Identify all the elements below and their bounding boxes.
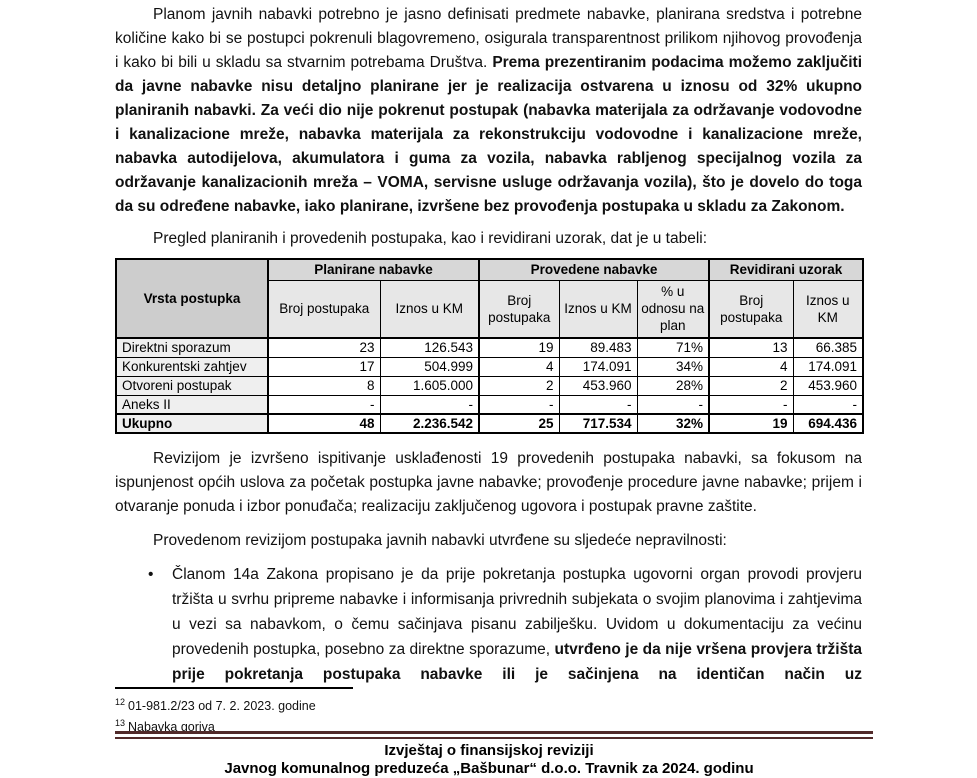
sub-header-iznos-km-1: Iznos u KM [380,280,479,338]
cell-value: - [268,395,380,414]
footer-double-rule [115,731,873,739]
table-row-direktni-sporazum [116,338,863,357]
bullet-item-clanom-14a [115,562,862,687]
group-header-revidirani: Revidirani uzorak [709,259,863,280]
group-header-provedene: Provedene nabavke [479,259,709,280]
cell-value: 71% [637,338,709,357]
table-row-ukupno [116,414,863,433]
cell-value: 34% [637,357,709,376]
row-label: Aneks II [116,395,268,414]
cell-value: 17 [268,357,380,376]
sub-header-pct-odnosu-plan: % u odnosu na plan [637,280,709,338]
sub-header-broj-postupaka-1: Broj postupaka [268,280,380,338]
procurement-table-wrapper [115,258,862,434]
cell-value: 717.534 [559,414,637,433]
table-row-aneks-ii [116,395,863,414]
cell-value: 174.091 [793,357,863,376]
cell-value: - [559,395,637,414]
cell-value: 48 [268,414,380,433]
cell-value: 8 [268,376,380,395]
bullet-normal-text: Članom 14a Zakona propisano je da prije pokretanja postupka ugovorni organ provodi provjeru tržišta u svrhu pripreme nabavke i informisanja privrednih subjekata o svojim planovima i zahtjevima u vezi sa nabavkom, o čemu sačinjava pisanu zabilješku. Uvidom u dokumentaciju za većinu provedenih postupka, posebno za direktne sporazume, [172,566,862,658]
procurement-table [115,258,864,434]
footer-report-title: Izvještaj o finansijskoj reviziji [384,742,594,759]
paragraph-plan-bold-text: Prema prezentiranim podacima možemo zaključiti da javne nabavke nisu detaljno planirane jer je realizacija ostvarena u iznosu od 32% ukupno planiranih nabavki. Za veći dio nije pokrenut postupak (nabavka materijala za održavanje vodovodne i kanalizacione mreže, nabavka materijala za rekonstrukciju vodovodne i kanalizacione mreže, nabavka autodijelova, akumulatora i guma za vozila, nabavka rabljenog specijalnog vozila za održavanje kanalizacionih mreža – VOMA, servisne usluge održavanja vozila), što je dovelo do toga da su određene nabavke, iako planirane, izvršene bez provođenja postupaka u skladu za Zakonom. [115,54,863,215]
bullet-marker: • [148,566,154,583]
paragraph-revizijom: Revizijom je izvršeno ispitivanje usklađenosti 19 provedenih postupaka nabavki, sa fokusom na ispunjenost općih uslova za početak postupka javne nabavke; provođenje procedure javne nabavke; prijem i otvaranje ponuda i izbor ponuđača; realizaciju zaključenog ugovora i postupak pravne zaštite. [115,450,862,515]
cell-value: 694.436 [793,414,863,433]
paragraph-nepravilnosti-intro: Provedenom revizijom postupaka javnih nabavki utvrđene su sljedeće nepravilnosti: [153,532,727,549]
cell-value: 4 [479,357,559,376]
paragraph-plan-javnih-nabavki [115,3,862,219]
group-header-planirane: Planirane nabavke [268,259,479,280]
cell-value: 174.091 [559,357,637,376]
footnote-12 [115,694,316,715]
bullet-text [172,562,862,687]
cell-value: 126.543 [380,338,479,357]
cell-value: 453.960 [559,376,637,395]
cell-value: 25 [479,414,559,433]
sub-header-iznos-km-2: Iznos u KM [559,280,637,338]
footnotes-block [115,694,316,736]
table-group-header-row [116,259,863,280]
cell-value: 2.236.542 [380,414,479,433]
cell-value: 19 [709,414,793,433]
footnote-marker: 12 [115,697,126,707]
sub-header-broj-postupaka-2: Broj postupaka [479,280,559,338]
page-footer [110,742,868,778]
footnote-text: 01-981.2/23 od 7. 2. 2023. godine [128,699,316,714]
footnote-marker: 13 [115,718,126,729]
paragraph-plan-normal-text: Planom javnih nabavki potrebno je jasno definisati predmete nabavke, planirana sredstva i potrebne količine kako bi se postupci pokrenuli blagovremeno, osigurala transparentnost prilikom njihovog provođenja i kako bi bili u skladu sa stvarnim potrebama Društva. [115,6,862,71]
footnote-separator-rule [115,687,353,689]
footnote-text: Nabavka goriva [128,720,215,735]
row-label: Direktni sporazum [116,338,268,357]
cell-value: 19 [479,338,559,357]
footer-company-line: Javnog komunalnog preduzeća „Bašbunar“ d.o.o. Travnik za 2024. godinu [224,760,754,777]
cell-value: - [479,395,559,414]
table-row-konkurentski-zahtjev [116,357,863,376]
cell-value: - [380,395,479,414]
cell-value: 28% [637,376,709,395]
cell-value: 2 [479,376,559,395]
cell-value: - [793,395,863,414]
cell-value: - [709,395,793,414]
row-label: Konkurentski zahtjev [116,357,268,376]
row-label: Ukupno [116,414,268,433]
cell-value: 4 [709,357,793,376]
cell-value: 504.999 [380,357,479,376]
table-row-otvoreni-postupak [116,376,863,395]
bullet-bold-text: utvrđeno je da nije vršena provjera tržišta prije pokretanja postupaka nabavke ili je sačinjena na identičan način uz [172,641,862,683]
cell-value: 32% [637,414,709,433]
row-label: Otvoreni postupak [116,376,268,395]
sub-header-iznos-km-3: Iznos u KM [793,280,863,338]
cell-value: - [637,395,709,414]
cell-value: 89.483 [559,338,637,357]
column-header-vrsta-postupka: Vrsta postupka [116,259,268,338]
cell-value: 23 [268,338,380,357]
cell-value: 453.960 [793,376,863,395]
sub-header-broj-postupaka-3: Broj postupaka [709,280,793,338]
cell-value: 2 [709,376,793,395]
cell-value: 1.605.000 [380,376,479,395]
paragraph-table-intro: Pregled planiranih i provedenih postupaka, kao i revidirani uzorak, dat je u tabeli: [153,230,708,247]
cell-value: 13 [709,338,793,357]
cell-value: 66.385 [793,338,863,357]
